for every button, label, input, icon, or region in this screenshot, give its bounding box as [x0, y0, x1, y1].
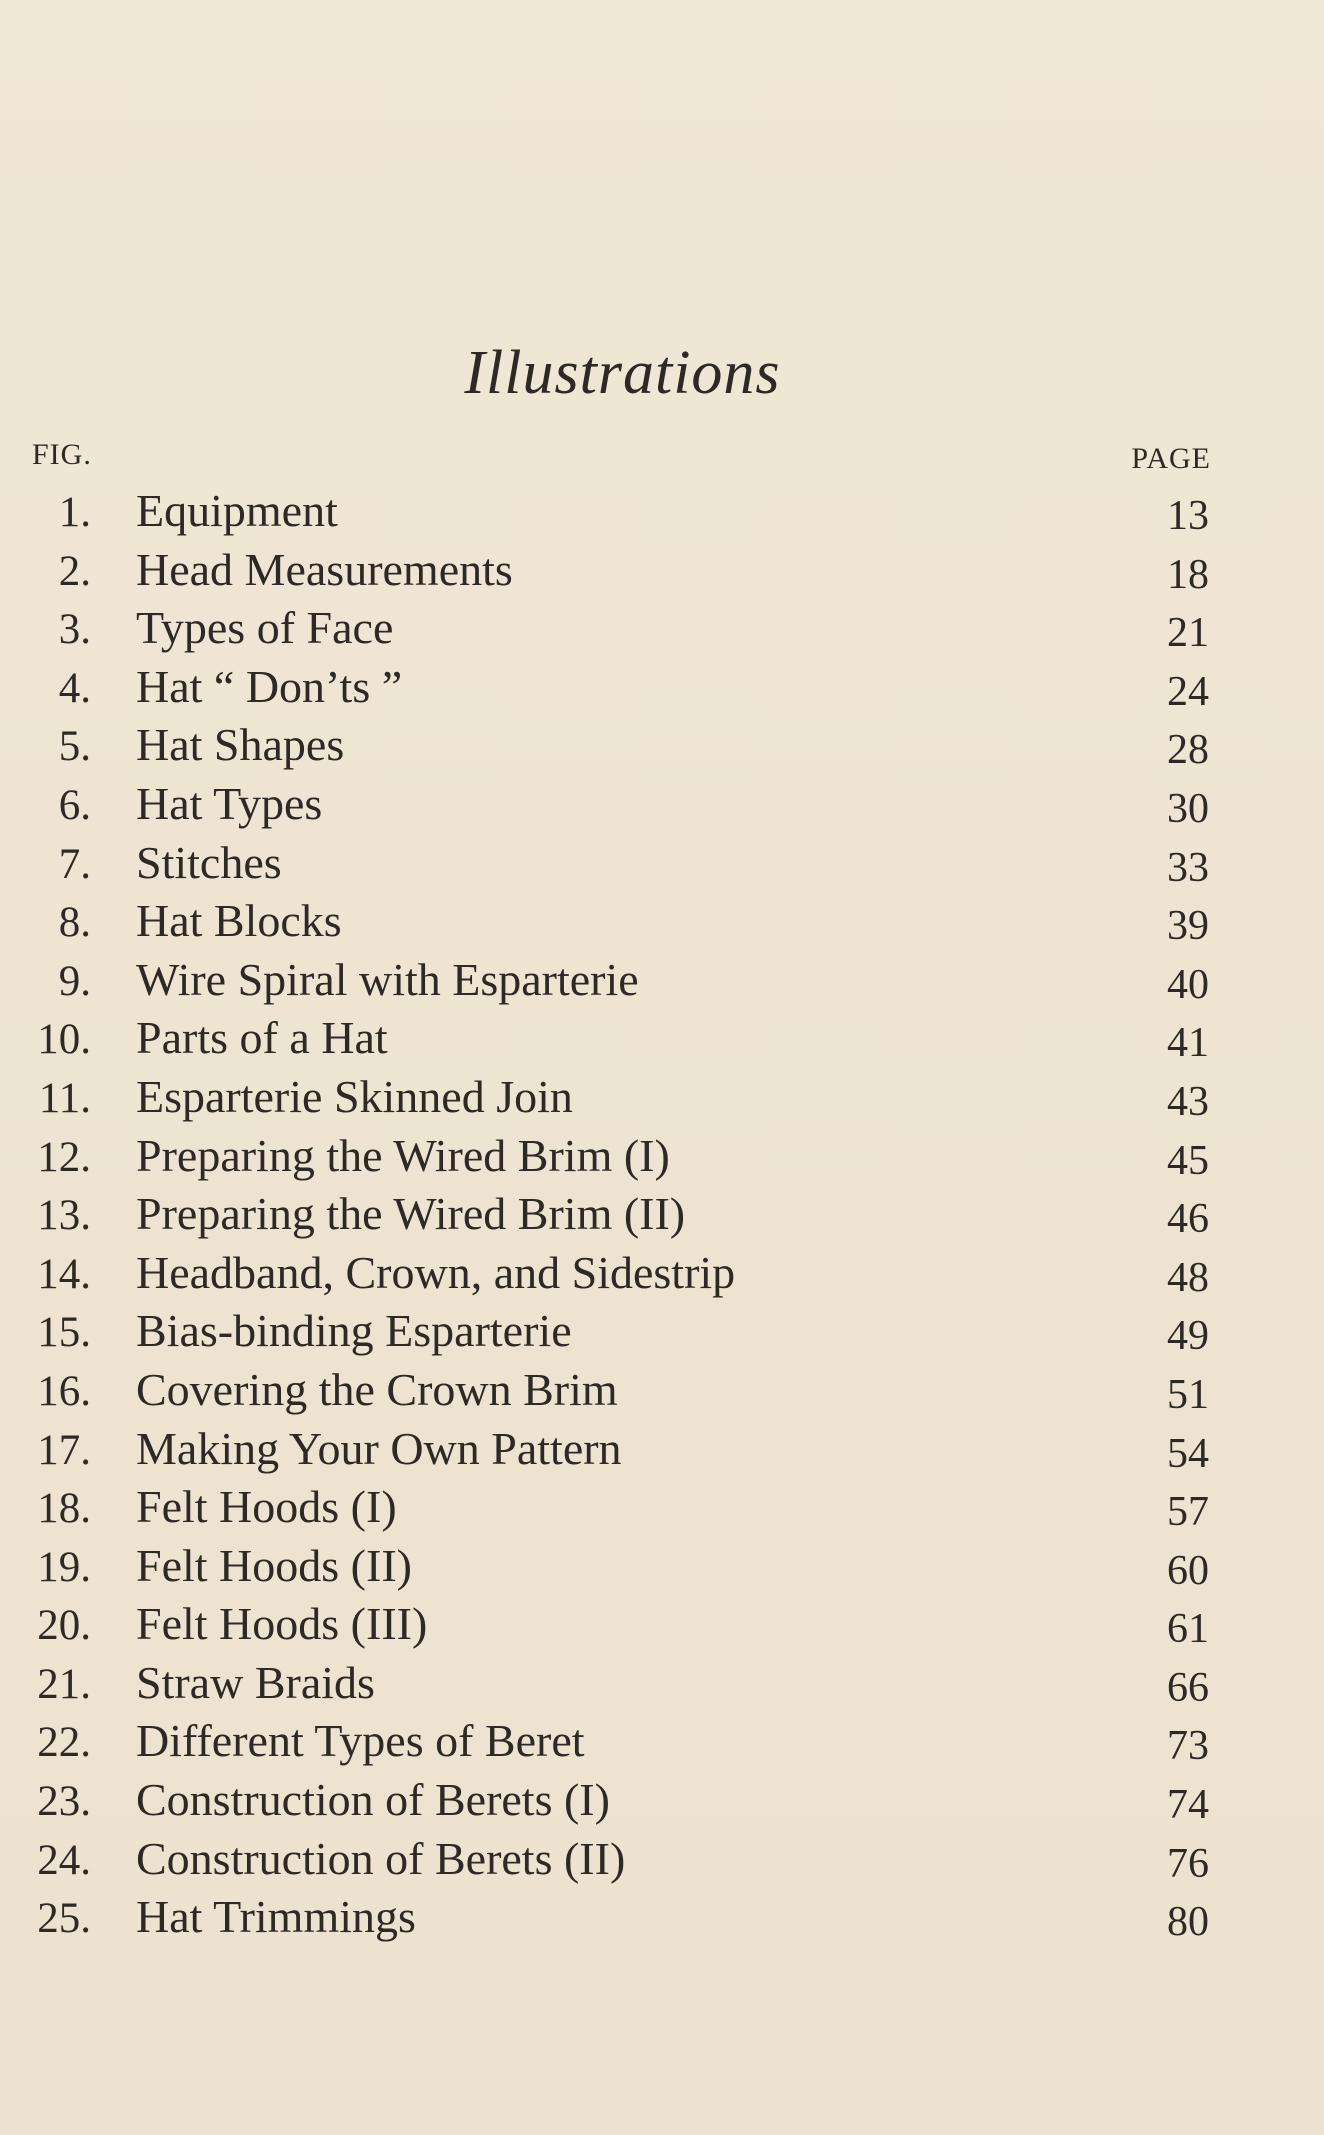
figure-number: 2.: [58, 547, 91, 595]
list-item: [0, 658, 1324, 717]
page-number: 80: [1167, 1899, 1209, 1946]
figure-number: 19.: [37, 1543, 91, 1591]
figure-title: Different Types of Beret: [136, 1715, 585, 1767]
list-item: [0, 1830, 1324, 1889]
figure-title: Preparing the Wired Brim (I): [136, 1129, 670, 1181]
list-item: [0, 892, 1324, 951]
figure-title: Felt Hoods (I): [136, 1481, 397, 1533]
page-number: 13: [1167, 493, 1209, 539]
page-number: 30: [1167, 785, 1209, 832]
page-number: 18: [1167, 551, 1209, 598]
page-number: 74: [1167, 1782, 1209, 1829]
list-item: [0, 1771, 1324, 1830]
page-number: 24: [1167, 668, 1209, 715]
page-number: 49: [1167, 1313, 1209, 1360]
page-number: 60: [1167, 1547, 1209, 1594]
page-number: 21: [1167, 610, 1209, 657]
figure-number: 23.: [37, 1778, 91, 1826]
figure-title: Construction of Berets (I): [136, 1774, 610, 1826]
list-item: [0, 541, 1324, 600]
page-number: 73: [1167, 1723, 1209, 1770]
figure-number: 9.: [58, 957, 91, 1005]
list-item: [0, 1009, 1324, 1068]
list-item: [0, 834, 1324, 893]
figure-title: Bias-binding Esparterie: [136, 1305, 572, 1357]
list-item: [0, 1068, 1324, 1127]
figure-number: 16.: [37, 1367, 91, 1415]
list-item: [0, 951, 1324, 1010]
list-item: [0, 1654, 1324, 1713]
page-number: 61: [1167, 1606, 1209, 1653]
page-number: 39: [1167, 903, 1209, 950]
figure-number: 18.: [37, 1485, 91, 1533]
figure-number: 21.: [37, 1660, 91, 1708]
figure-number: 22.: [37, 1719, 91, 1767]
list-item: [0, 1127, 1324, 1186]
list-item: [0, 1244, 1324, 1303]
page-column-header: PAGE: [1131, 442, 1211, 475]
figure-title: Equipment: [136, 485, 338, 536]
figure-number: 4.: [58, 664, 91, 712]
figure-title: Parts of a Hat: [136, 1012, 388, 1064]
list-item: [0, 1478, 1324, 1537]
figure-number: 24.: [37, 1836, 91, 1884]
figure-title: Hat “ Don’ts ”: [136, 660, 403, 712]
list-item: [0, 1420, 1324, 1479]
figure-title: Preparing the Wired Brim (II): [136, 1188, 686, 1240]
figure-title: Felt Hoods (III): [136, 1598, 428, 1650]
figure-number: 14.: [37, 1250, 91, 1298]
figure-number: 13.: [37, 1192, 91, 1240]
figure-title: Types of Face: [136, 602, 394, 654]
figure-number: 17.: [37, 1426, 91, 1474]
figure-title: Covering the Crown Brim: [136, 1363, 618, 1415]
figure-number: 8.: [58, 899, 91, 947]
page-number: 54: [1167, 1430, 1209, 1477]
page-number: 57: [1167, 1489, 1209, 1536]
page-number: 28: [1167, 727, 1209, 774]
figure-number: 12.: [37, 1133, 91, 1181]
figure-number: 10.: [37, 1016, 91, 1064]
figure-title: Hat Trimmings: [136, 1891, 416, 1943]
list-item: [0, 775, 1324, 834]
figure-title: Felt Hoods (II): [136, 1539, 412, 1591]
figure-number: 25.: [37, 1895, 91, 1943]
figure-number: 5.: [58, 723, 91, 771]
figure-number: 15.: [37, 1309, 91, 1357]
page-number: 43: [1167, 1078, 1209, 1125]
page-number: 41: [1167, 1020, 1209, 1067]
page-number: 40: [1167, 961, 1209, 1008]
figure-title: Head Measurements: [136, 543, 513, 595]
figure-number: 7.: [58, 840, 91, 888]
page-number: 66: [1167, 1664, 1209, 1711]
page-number: 48: [1167, 1254, 1209, 1301]
figure-title: Stitches: [136, 836, 282, 888]
list-item: [0, 1537, 1324, 1596]
figure-title: Hat Types: [136, 777, 323, 829]
list-item: [0, 599, 1324, 658]
list-item: [0, 1302, 1324, 1361]
list-item: [0, 482, 1324, 541]
list-item: [0, 1185, 1324, 1244]
figure-title: Headband, Crown, and Sidestrip: [136, 1246, 736, 1298]
figure-number: 11.: [38, 1074, 91, 1122]
page-number: 76: [1167, 1840, 1209, 1887]
figure-number: 1.: [58, 489, 91, 536]
figure-title: Straw Braids: [136, 1656, 375, 1708]
figure-number: 3.: [58, 606, 91, 654]
list-item: [0, 1888, 1324, 1947]
illustrations-list: [0, 482, 1324, 1947]
figure-number: 6.: [58, 781, 91, 829]
figure-title: Esparterie Skinned Join: [136, 1070, 573, 1122]
list-item: [0, 1595, 1324, 1654]
page-number: 33: [1167, 844, 1209, 891]
figure-number: 20.: [37, 1602, 91, 1650]
figure-title: Hat Shapes: [136, 719, 345, 771]
page-number: 45: [1167, 1137, 1209, 1184]
list-item: [0, 1361, 1324, 1420]
figure-title: Wire Spiral with Esparterie: [136, 953, 639, 1005]
page-number: 46: [1167, 1196, 1209, 1243]
page-title: Illustrations: [464, 339, 781, 407]
list-item: [0, 1712, 1324, 1771]
figure-title: Hat Blocks: [136, 895, 342, 947]
fig-column-header: FIG.: [32, 438, 92, 471]
figure-title: Construction of Berets (II): [136, 1832, 626, 1884]
list-item: [0, 716, 1324, 775]
page-number: 51: [1167, 1371, 1209, 1418]
figure-title: Making Your Own Pattern: [136, 1422, 622, 1474]
